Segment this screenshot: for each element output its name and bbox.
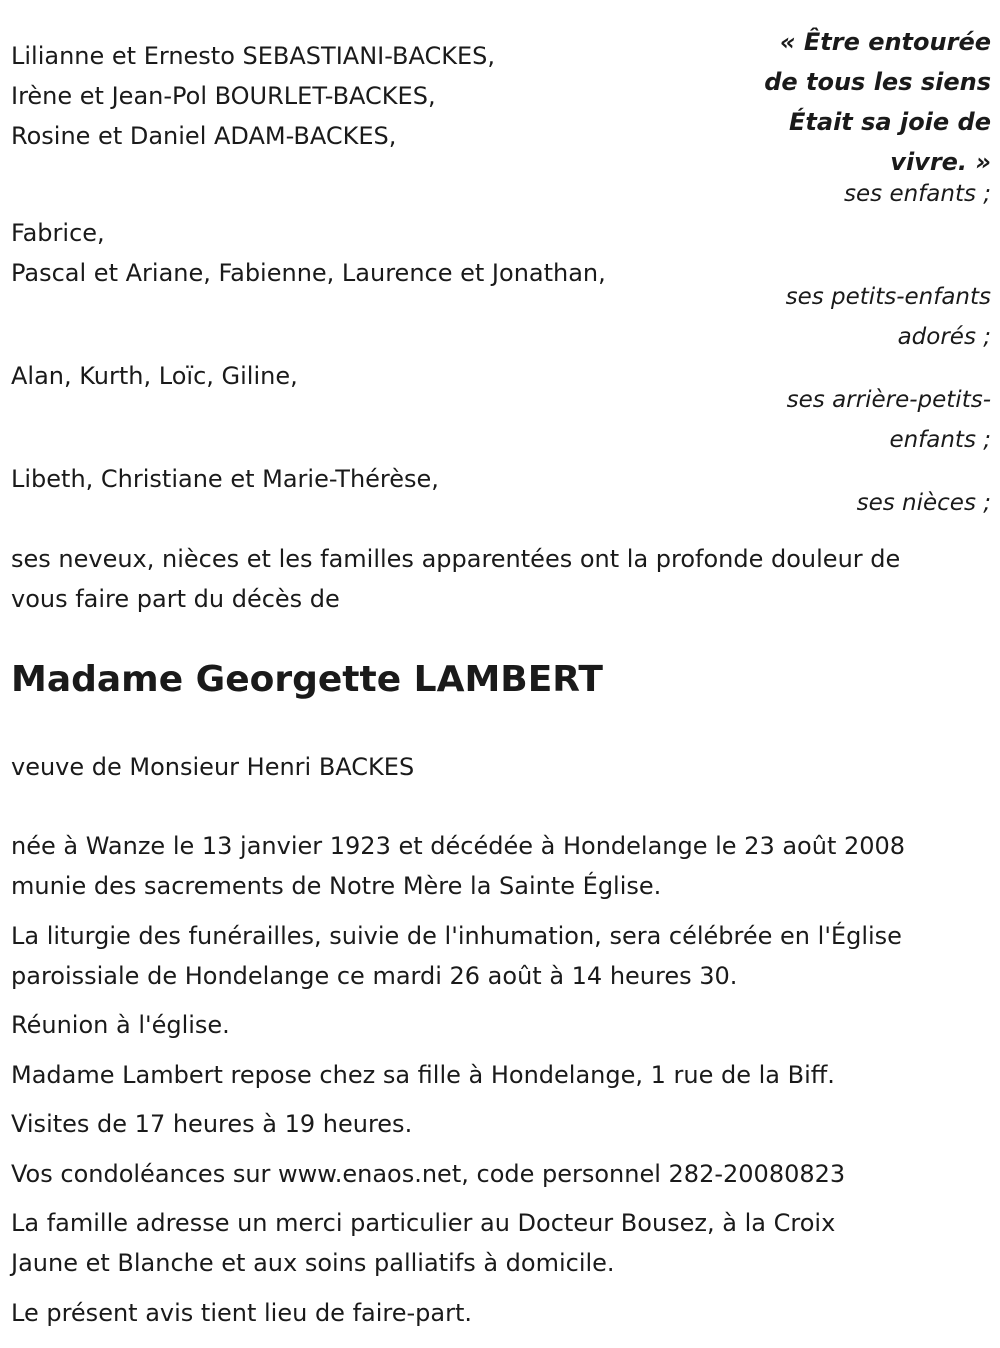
liturgy-text bbox=[11, 916, 991, 996]
detail-line: paroissiale de Hondelange ce mardi 26 août à 14 heures 30. bbox=[11, 962, 738, 990]
widow-of: veuve de Monsieur Henri BACKES bbox=[11, 753, 415, 781]
announcement-text bbox=[11, 539, 991, 619]
detail-line: Jaune et Blanche et aux soins palliatifs à domicile. bbox=[11, 1249, 615, 1277]
condolences-text: Vos condoléances sur www.enaos.net, code personnel 282-20080823 bbox=[11, 1160, 846, 1188]
family-name: Irène et Jean-Pol BOURLET-BACKES, bbox=[11, 82, 436, 110]
rest-text: Madame Lambert repose chez sa fille à Hondelange, 1 rue de la Biff. bbox=[11, 1061, 835, 1089]
grandchildren-names bbox=[11, 213, 606, 293]
visits-text: Visites de 17 heures à 19 heures. bbox=[11, 1110, 413, 1138]
detail-line: La liturgie des funérailles, suivie de l'inhumation, sera célébrée en l'Église bbox=[11, 922, 902, 950]
birth-death-text bbox=[11, 826, 991, 906]
role-label: ses arrière-petits- bbox=[786, 387, 991, 413]
announcement-line: vous faire part du décès de bbox=[11, 585, 340, 613]
detail-line: munie des sacrements de Notre Mère la Sainte Église. bbox=[11, 872, 662, 900]
children-names bbox=[11, 36, 495, 156]
role-label: ses enfants ; bbox=[844, 181, 991, 207]
announcement-line: ses neveux, nièces et les familles apparentées ont la profonde douleur de bbox=[11, 545, 901, 573]
role-label: adorés ; bbox=[897, 324, 991, 350]
role-label: enfants ; bbox=[889, 427, 991, 453]
role-label: ses petits-enfants bbox=[785, 284, 991, 310]
quote-line: « Être entourée bbox=[779, 28, 991, 56]
epitaph-quote bbox=[751, 22, 991, 182]
quote-line: Était sa joie de bbox=[789, 108, 991, 136]
children-role bbox=[751, 174, 991, 214]
family-name: Rosine et Daniel ADAM-BACKES, bbox=[11, 122, 397, 150]
great-grandchildren-names bbox=[11, 356, 298, 396]
role-label: ses nièces ; bbox=[856, 490, 991, 516]
great-grandchildren-role bbox=[751, 380, 991, 460]
family-name: Lilianne et Ernesto SEBASTIANI-BACKES, bbox=[11, 42, 496, 70]
deceased-name: Madame Georgette LAMBERT bbox=[11, 659, 603, 700]
detail-line: née à Wanze le 13 janvier 1923 et décédée à Hondelange le 23 août 2008 bbox=[11, 832, 906, 860]
reunion-text: Réunion à l'église. bbox=[11, 1011, 230, 1039]
thanks-text bbox=[11, 1203, 991, 1283]
closing-text: Le présent avis tient lieu de faire-part. bbox=[11, 1299, 473, 1327]
nieces-role bbox=[751, 483, 991, 523]
quote-line: vivre. » bbox=[890, 148, 991, 176]
family-name: Libeth, Christiane et Marie-Thérèse, bbox=[11, 465, 439, 493]
family-name: Alan, Kurth, Loïc, Giline, bbox=[11, 362, 298, 390]
grandchildren-role bbox=[751, 277, 991, 357]
family-name: Pascal et Ariane, Fabienne, Laurence et Jonathan, bbox=[11, 259, 606, 287]
quote-line: de tous les siens bbox=[764, 68, 991, 96]
detail-line: La famille adresse un merci particulier au Docteur Bousez, à la Croix bbox=[11, 1209, 836, 1237]
nieces-names bbox=[11, 459, 439, 499]
family-name: Fabrice, bbox=[11, 219, 105, 247]
